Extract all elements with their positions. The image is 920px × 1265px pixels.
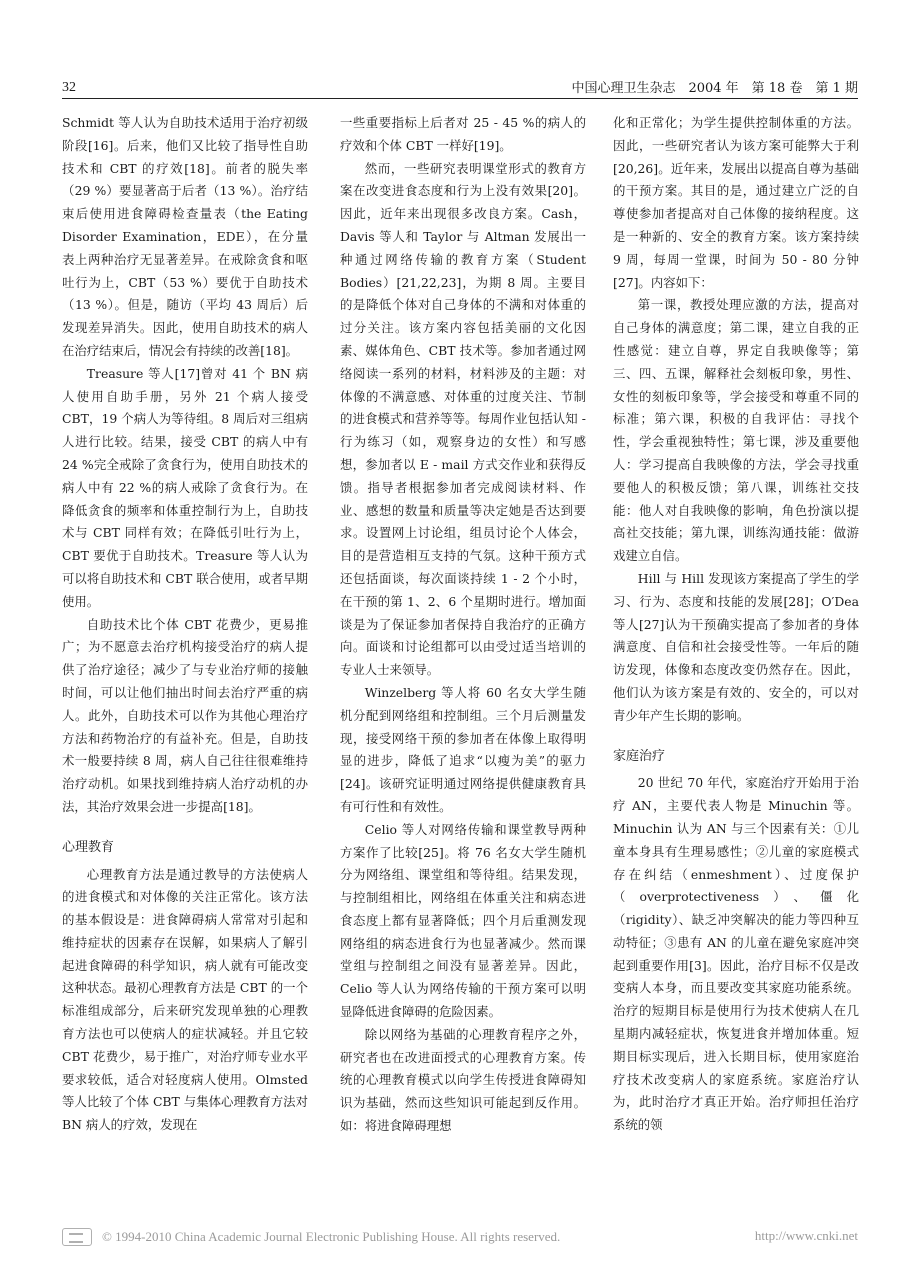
paragraph: Celio 等人对网络传输和课堂教导两种方案作了比较[25]。将 76 名女大学生随机分为网络组、课堂组和等待组。结果发现，与控制组相比，网络组在体重关注和病态进食态度上都有显著降低；四个月后重测发现网络组的病态进食行为也显著减少。然而课堂组与控制组之间没有显著差异。因此，Celio 等人认为网络传输的干预方案可以明显降低进食障碍的危险因素。 (340, 821, 586, 1020)
section-heading: 心理教育 (62, 839, 115, 855)
section-heading: 家庭治疗 (613, 748, 666, 764)
paragraph: 一些重要指标上后者对 25 - 45 %的病人的疗效和个体 CBT 一样好[19]。 (340, 115, 586, 153)
paragraph: 第一课，教授处理应激的方法，提高对自己身体的满意度；第二课，建立自我的正性感觉：建立自尊，界定自我映像等；第三、四、五课，解释社会刻板印象，男性、女性的刻板印象等，学会接受和尊重不同的标准；第六课，积极的自我评估：寻找个性，学会重视独特性；第七课，涉及重要他人：学习提高自我映像的方法，学会寻找重要他人的积极反馈；第八课，训练社交技能：他人对自我映像的影响，角色扮演以提高社交技能；第九课，训练沟通技能：做游戏建立自信。 (613, 297, 859, 564)
paragraph: Hill 与 Hill 发现该方案提高了学生的学习、行为、态度和技能的发展[28]；O′Dea 等人[27]认为干预确实提高了参加者的身体满意度、自信和社会接受性等。一年后的随访发现，体像和态度改变仍然存在。因此，他们认为该方案是有效的、安全的，可以对青少年产生长期的影响。 (613, 570, 859, 723)
column-2 (340, 112, 586, 1138)
page-header (62, 74, 858, 96)
paragraph: 自助技术比个体 CBT 花费少，更易推广；为不愿意去治疗机构接受治疗的病人提供了治疗途径；减少了与专业治疗师的接触时间，可以让他们抽出时间去治疗严重的病人。此外，自助技术可以作为其他心理治疗方法和药物治疗的有益补充。但是，自助技术一般要持续 8 周，病人自己往往很难维持治疗动机。如果找到维持病人治疗动机的办法，其治疗效果会进一步提高[18]。 (62, 616, 308, 814)
paragraph: Winzelberg 等人将 60 名女大学生随机分配到网络组和控制组。三个月后测量发现，接受网络干预的参加者在体像上取得明显的进步，降低了追求“以瘦为美”的驱力[24]。该研究证明通过网络提供健康教育具有可行性和有效性。 (340, 684, 586, 814)
column-3 (613, 112, 859, 1137)
paragraph: 然而，一些研究表明课堂形式的教育方案在改变进食态度和行为上没有效果[20]。因此，近年来出现很多改良方案。Cash，Davis 等人和 Taylor 与 Altman 发展出一种通过网络传输的教育方案（Student Bodies）[21,22,23]，为期 8 周。主要目的是降低个体对自己身体的不满和对体重的过分关注。该方案内容包括美丽的文化因素、媒体角色、CBT 技术等。参加者通过网络阅读一系列的材料，材料涉及的主题：对体像的不满意感、对体重的过度关注、节制的进食模式和营养等等。每周作业包括认知 - 行为练习（如，观察身边的女性）和写感想，参加者以 E - mail 方式交作业和获得反馈。指导者根据参加者完成阅读材料、作业、感想的数量和质量等决定她是否达到要求。设置网上讨论组，组员讨论个人体会，目的是营造相互支持的气氛。这种干预方式还包括面谈，每次面谈持续 1 - 2 个小时，在干预的第 1、2、6 个星期时进行。增加面谈是为了保证参加者保持自我治疗的正确方向。面谈和讨论组都可以由受过适当培训的专业人士来领导。 (340, 160, 586, 678)
header-rule (62, 98, 858, 99)
page-number: 32 (62, 80, 76, 95)
paragraph: Schmidt 等人认为自助技术适用于治疗初级阶段[16]。后来，他们又比较了指导性自助技术和 CBT 的疗效[18]。前者的脱失率（29 %）要显著高于后者（13 %）。治疗结束后使用进食障碍检查量表（the Eating Disorder Examination，EDE），在分量表上两种治疗无显著差异。在戒除贪食和呕吐行为上，CBT（53 %）要优于自助技术（13 %）。但是，随访（平均 43 周后）后发现差异消失。因此，使用自助技术的病人在治疗结束后，情况会有持续的改善[18]。 (62, 115, 308, 358)
footer-url: http://www.cnki.net (754, 1228, 858, 1243)
paragraph: 除以网络为基础的心理教育程序之外，研究者也在改进面授式的心理教育方案。传统的心理教育模式以向学生传授进食障碍知识为基础，然而这些知识可能起到反作用。如：将进食障碍理想 (340, 1026, 586, 1134)
paragraph: 心理教育方法是通过教导的方法使病人的进食模式和对体像的关注正常化。该方法的基本假设是：进食障碍病人常常对引起和维持症状的因素存在误解，如果病人了解引起进食障碍的科学知识，病人就有可能改变这种状态。最初心理教育方法是 CBT 的一个标准组成部分，后来研究发现单独的心理教育方法也可以使病人的症状减轻。并且它较 CBT 花费少，易于推广，对治疗师专业水平要求较低，适合对轻度病人使用。Olmsted 等人比较了个体 CBT 与集体心理教育方法对 BN 病人的疗效，发现在 (62, 866, 308, 1133)
journal-info: 中国心理卫生杂志 2004 年 第 18 卷 第 1 期 (571, 81, 858, 96)
footer-watermark (0, 1228, 920, 1248)
paragraph: 20 世纪 70 年代，家庭治疗开始用于治疗 AN，主要代表人物是 Minuchin 等。Minuchin 认为 AN 与三个因素有关：①儿童本身具有生理易感性；②儿童的家庭模式存在纠结（enmeshment）、过度保护（overprotectiveness）、僵化（rigidity）、缺乏冲突解决的能力等四种互动特征；③患有 AN 的儿童在避免家庭冲突起到重要作用[3]。因此，治疗目标不仅是改变病人本身，而且要改变其家庭功能系统。治疗的短期目标是使用行为技术使病人在几星期内减轻症状，恢复进食并增加体重。短期目标实现后，进入长期目标，使用家庭治疗技术改变病人的家庭系统。家庭治疗认为，此时治疗才真正开始。治疗师担任治疗系统的领 (613, 775, 859, 1133)
column-1 (62, 112, 308, 1137)
copyright-text: © 1994-2010 China Academic Journal Electronic Publishing House. All rights reserved. (102, 1229, 561, 1244)
cnki-logo-icon (62, 1228, 92, 1246)
paragraph: Treasure 等人[17]曾对 41 个 BN 病人使用自助手册，另外 21 个病人接受 CBT，19 个病人为等待组。8 周后对三组病人进行比较。结果，接受 CBT 的病人中有 24 %完全戒除了贪食行为，使用自助技术的病人中有 22 %的病人戒除了贪食行为。在降低贪食的频率和体重控制行为上，自助技术与 CBT 同样有效；在降低引吐行为上，CBT 要优于自助技术。Treasure 等人认为可以将自助技术和 CBT 联合使用，或者早期使用。 (62, 365, 308, 609)
paragraph: 化和正常化；为学生提供控制体重的方法。因此，一些研究者认为该方案可能弊大于利[20,26]。近年来，发展出以提高自尊为基础的干预方案。其目的是，通过建立广泛的自尊使参加者提高对自己体像的接纳程度。这是一种新的、安全的教育方案。该方案持续 9 周，每周一堂课，时间为 50 - 80 分钟[27]。内容如下： (613, 115, 859, 290)
footer-left (62, 1228, 560, 1246)
